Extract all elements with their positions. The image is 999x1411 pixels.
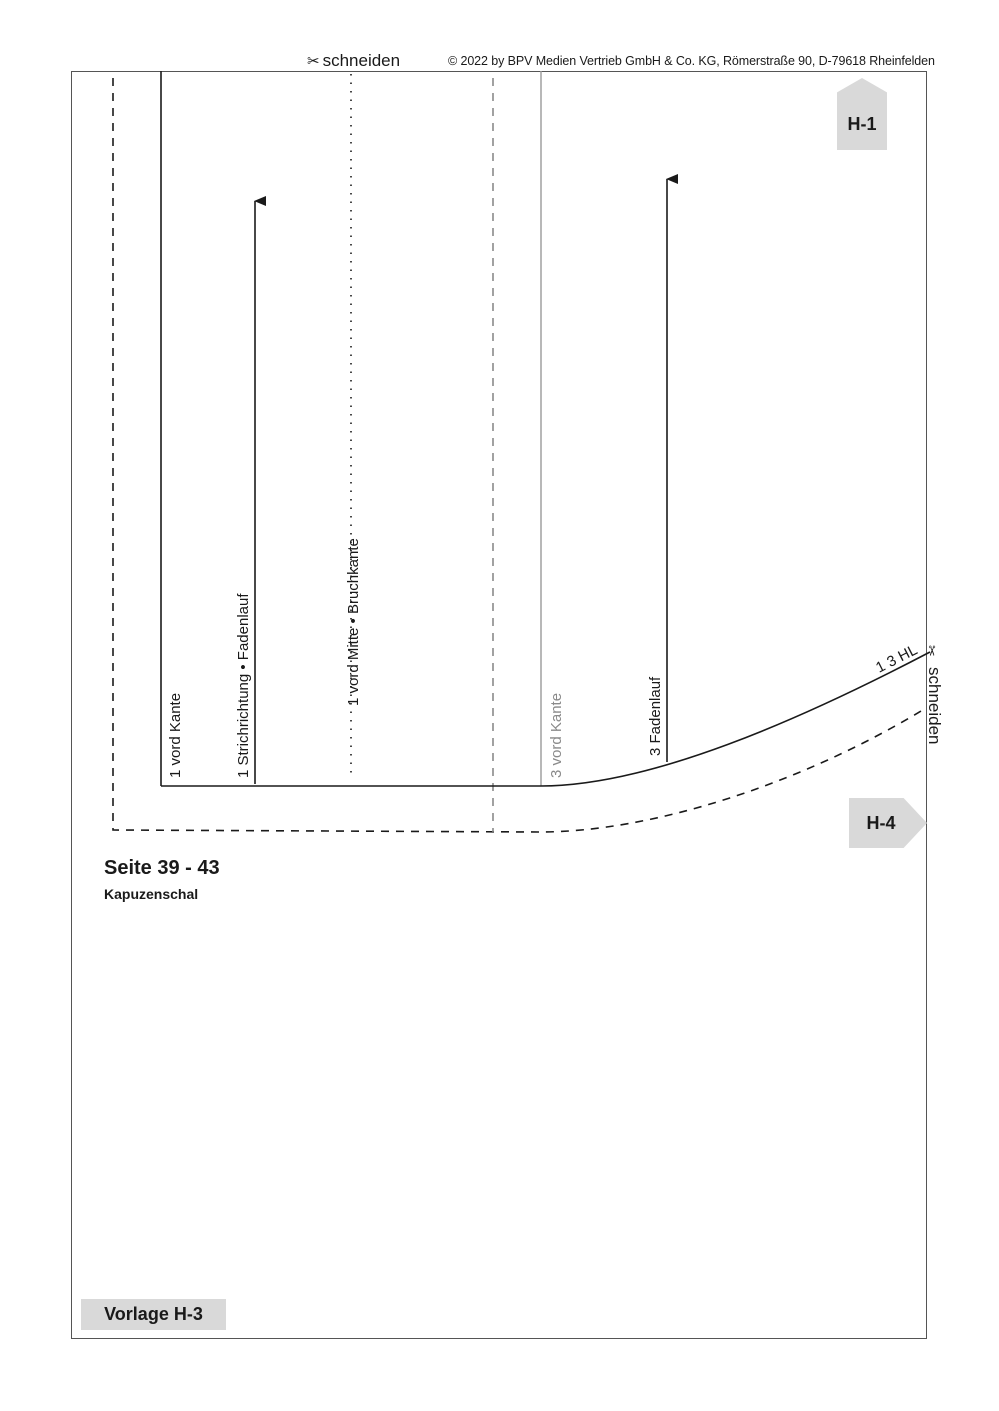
template-label: Vorlage H-3 — [104, 1304, 203, 1324]
tag-h4-connector — [849, 798, 927, 848]
label-vord-kante-3: 3 vord Kante — [548, 692, 565, 778]
tag-h1-connector — [837, 78, 887, 150]
label-strichrichtung: 1 Strichrichtung • Fadenlauf — [235, 593, 252, 778]
scissors-icon: ✂ — [923, 645, 939, 657]
label-vord-kante-1: 1 vord Kante — [167, 692, 184, 778]
pattern-title: Kapuzenschal — [104, 886, 199, 902]
hem-line — [161, 652, 930, 786]
copyright-text: © 2022 by BPV Medien Vertrieb GmbH & Co. KG, Römerstraße 90, D-79618 Rheinfelden — [448, 54, 935, 68]
scissors-icon: ✂ — [307, 53, 320, 70]
label-fadenlauf-3: 3 Fadenlauf — [647, 676, 664, 756]
tag-h1-label: H-1 — [847, 114, 877, 134]
label-curve: 1 3 HL — [873, 641, 921, 677]
label-vord-mitte: 1 vord Mitte • Bruchkante — [345, 538, 362, 706]
top-cut-label: schneiden — [322, 51, 401, 70]
template-badge — [81, 1299, 226, 1330]
right-cut-label: schneiden — [925, 667, 944, 745]
page-reference: Seite 39 - 43 — [104, 857, 220, 879]
tag-h4-label: H-4 — [866, 813, 896, 833]
